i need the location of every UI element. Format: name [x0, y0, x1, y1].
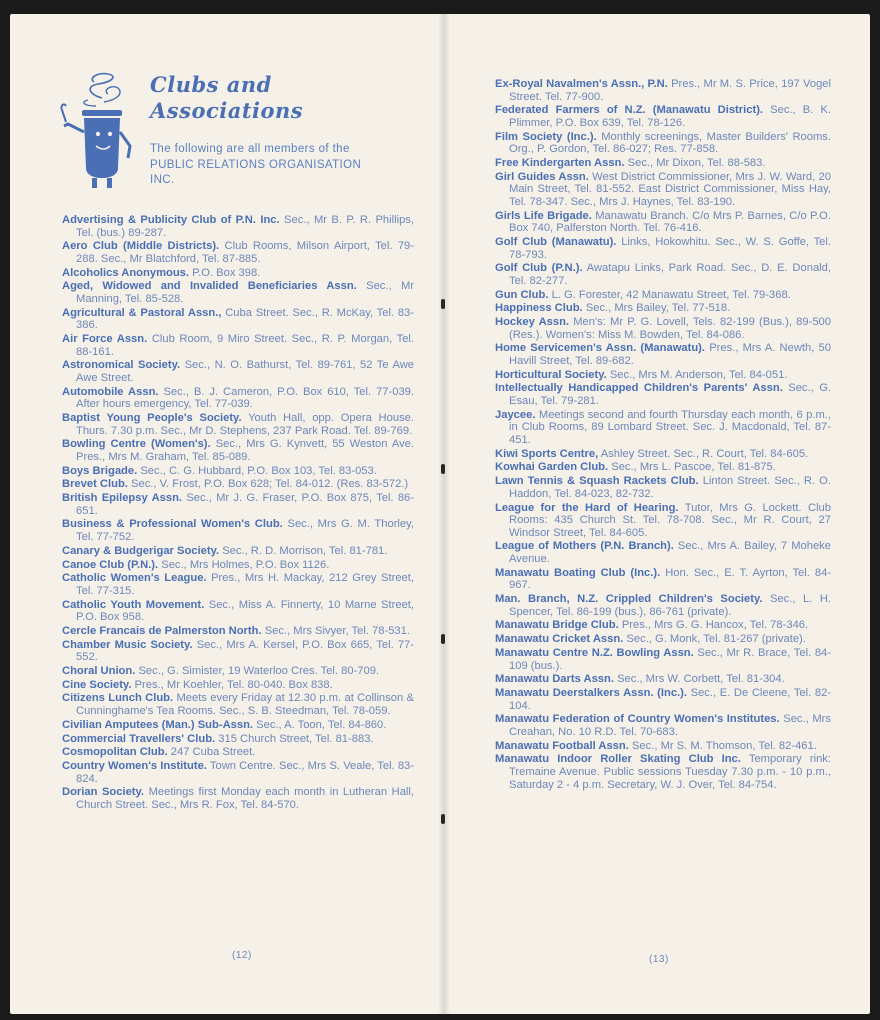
club-details: Sec., Mrs M. Anderson, Tel. 84-051.: [609, 368, 788, 381]
list-item: [62, 478, 414, 491]
list-item: [495, 619, 831, 632]
left-page: [10, 14, 439, 1014]
list-item: [495, 342, 831, 367]
right-page: [449, 14, 870, 1014]
club-details: Sec., Mr Manning, Tel. 85-528.: [76, 280, 414, 305]
club-name: Manawatu Cricket Assn.: [495, 633, 624, 646]
list-item: [495, 236, 831, 261]
staple-hole: [441, 814, 445, 824]
club-name: Business & Professional Women's Club.: [62, 518, 283, 531]
list-item: [495, 131, 831, 156]
club-details: Cuba Street. Sec., R. McKay, Tel. 83-386.: [76, 306, 414, 332]
list-item: [62, 267, 414, 280]
club-details: Hon. Sec., E. T. Ayrton, Tel. 84-967.: [509, 566, 832, 592]
club-details: Meetings first Monday each month in Lutheran Hall, Church Street. Sec., Mrs R. Fox, Tel. 84-570.: [76, 786, 414, 811]
list-item: [62, 386, 414, 411]
title-line: Clubs and: [150, 72, 272, 97]
list-item: [495, 502, 831, 540]
club-details: 247 Cuba Street.: [170, 746, 256, 759]
list-item: [62, 545, 414, 558]
list-item: [495, 540, 831, 565]
club-details: Sec., Mrs Sivyer, Tel. 78-531.: [264, 624, 410, 637]
list-item: [495, 171, 831, 209]
club-name: Cine Society.: [62, 678, 132, 691]
club-name: Kiwi Sports Centre,: [495, 447, 599, 460]
list-item: [62, 786, 414, 811]
list-item: [495, 713, 831, 738]
club-details: Club Room, 9 Miro Street. Sec., R. P. Morgan, Tel. 88-161.: [76, 333, 415, 358]
club-name: Choral Union.: [62, 665, 136, 677]
club-name: Advertising & Publicity Club of P.N. Inc.: [62, 214, 280, 226]
club-name: Canary & Budgerigar Society.: [62, 544, 220, 557]
club-name: Boys Brigade.: [62, 464, 138, 477]
club-details: Pres., Mrs A. Newth, 50 Havill Street, Tel. 89-682.: [509, 342, 831, 368]
club-details: Awatapu Links, Park Road. Sec., D. E. Donald, Tel. 82-277.: [509, 262, 831, 287]
club-details: Pres., Mrs H. Mackay, 212 Grey Street, Tel. 77-315.: [76, 572, 414, 597]
club-details: Sec., Mr J. G. Fraser, P.O. Box 875, Tel. 86-651.: [76, 492, 415, 517]
club-name: Man. Branch, N.Z. Crippled Children's Society.: [495, 593, 763, 606]
club-details: Sec., A. Toon, Tel. 84-860.: [256, 718, 387, 731]
club-details: Sec., Mrs L. Pascoe, Tel. 81-875.: [611, 461, 776, 474]
list-item: [62, 280, 414, 305]
club-name: Citizens Lunch Club.: [62, 692, 174, 705]
club-name: Dorian Society.: [62, 786, 145, 799]
club-name: Golf Club (Manawatu).: [495, 235, 617, 248]
club-details: Sec., C. G. Hubbard, P.O. Box 103, Tel. 83-053.: [140, 464, 377, 477]
club-name: Kowhai Garden Club.: [495, 461, 609, 474]
club-name: Manawatu Football Assn.: [495, 739, 629, 752]
staple-hole: [441, 464, 445, 474]
section-header: [58, 72, 418, 202]
club-details: Meetings second and fourth Thursday each month, 6 p.m., in Club Rooms, 89 Lombard Street. Sec. J. Macdonald, Tel. 87-451.: [509, 408, 832, 446]
club-name: Girls Life Brigade.: [495, 209, 592, 222]
list-item: [495, 475, 831, 500]
list-item: [62, 214, 414, 239]
intro-line: PUBLIC RELATIONS ORGANISATION: [150, 158, 362, 171]
club-details: P.O. Box 398.: [192, 266, 261, 279]
club-details: Tutor, Mrs G. Lockett. Club Rooms: 435 Church St. Tel. 78-708. Sec., Mr R. Court, 27 Windsor Street, Tel. 84-605.: [509, 501, 832, 539]
club-details: Sec., Mrs A. Bailey, 7 Moheke Avenue.: [509, 540, 831, 566]
list-item: [495, 382, 831, 407]
club-details: Sec., G. Simister, 19 Waterloo Cres. Tel. 80-709.: [138, 665, 380, 677]
club-details: Sec., Miss A. Finnerty, 10 Marne Street, P.O. Box 958.: [76, 598, 415, 624]
section-title: [150, 72, 303, 124]
club-details: Sec., R. D. Morrison, Tel. 81-781.: [222, 544, 388, 557]
club-name: Lawn Tennis & Squash Rackets Club.: [495, 475, 699, 488]
intro-line: The following are all members of the: [150, 143, 350, 155]
list-item: [62, 599, 414, 624]
club-details: Club Rooms, Milson Airport, Tel. 79-288. Sec., Mr Blatchford, Tel. 87-885.: [76, 240, 415, 265]
club-name: Canoe Club (P.N.).: [62, 558, 159, 571]
club-name: Agricultural & Pastoral Assn.,: [62, 306, 222, 319]
list-item: [62, 307, 414, 332]
club-name: Aged, Widowed and Invalided Beneficiaries Assn.: [62, 280, 357, 293]
list-item: [495, 157, 831, 170]
club-name: Horticultural Society.: [495, 368, 607, 381]
club-details: Sec., Mrs G. M. Thorley, Tel. 77-752.: [76, 518, 415, 544]
club-name: Manawatu Indoor Roller Skating Club Inc.: [495, 753, 741, 766]
club-name: Happiness Club.: [495, 302, 583, 315]
club-name: Manawatu Darts Assn.: [495, 673, 614, 686]
club-name: Gun Club.: [495, 288, 549, 301]
club-details: Sec., G. Monk, Tel. 81-267 (private).: [626, 633, 806, 646]
club-name: Astronomical Society.: [62, 359, 181, 372]
club-details: Sec., Mrs A. Kersel, P.O. Box 665, Tel. 77-552.: [76, 638, 415, 664]
club-name: Catholic Women's League.: [62, 572, 207, 585]
club-name: Bowling Centre (Women's).: [62, 438, 211, 451]
club-name: British Epilepsy Assn.: [62, 492, 183, 505]
list-item: [62, 492, 414, 517]
list-item: [495, 593, 831, 618]
list-item: [495, 687, 831, 712]
club-details: 315 Church Street, Tel. 81-883.: [218, 732, 374, 745]
club-name: Manawatu Deerstalkers Assn. (Inc.).: [495, 686, 687, 699]
club-details: Sec., Mr S. M. Thomson, Tel. 82-461.: [631, 739, 817, 752]
list-item: [495, 567, 831, 592]
list-item: [495, 448, 831, 461]
club-details: Manawatu Branch. C/o Mrs P. Barnes, C/o P.O. Box 740, Palferston North. Tel. 76-416.: [509, 209, 831, 235]
club-name: Commercial Travellers' Club.: [62, 732, 216, 745]
list-item: [62, 518, 414, 543]
list-item: [495, 78, 831, 103]
list-item: [62, 733, 414, 746]
title-line: Associations: [150, 98, 304, 123]
club-name: Free Kindergarten Assn.: [495, 156, 625, 169]
pipe-smoking-figure-icon: [58, 72, 138, 190]
booklet-spread: [10, 14, 870, 1014]
club-details: Sec., Mr B. P. R. Phillips, Tel. (bus.) 89-287.: [76, 214, 415, 239]
club-details: Meets every Friday at 12.30 p.m. at Collinson & Cunninghame's Tea Rooms. Sec., S. B. Steedman, Tel. 78-059.: [76, 692, 414, 718]
club-details: Pres., Mr M. S. Price, 197 Vogel Street. Tel. 77-900.: [509, 78, 832, 103]
club-name: Manawatu Boating Club (Inc.).: [495, 566, 661, 579]
club-name: Civilian Amputees (Man.) Sub-Assn.: [62, 718, 254, 731]
list-item: [62, 240, 414, 265]
club-name: Cosmopolitan Club.: [62, 746, 168, 759]
staple-hole: [441, 299, 445, 309]
club-name: Cercle Francais de Palmerston North.: [62, 624, 262, 637]
club-name: Chamber Music Society.: [62, 638, 193, 651]
intro-note: [150, 142, 410, 189]
club-details: L. G. Forester, 42 Manawatu Street, Tel. 79-368.: [551, 288, 791, 301]
club-name: League of Mothers (P.N. Branch).: [495, 540, 674, 553]
list-item: [62, 465, 414, 478]
directory-list: [62, 214, 414, 813]
club-details: Links, Hokowhitu. Sec., W. S. Goffe, Tel. 78-793.: [509, 235, 831, 261]
club-details: Town Centre. Sec., Mrs S. Veale, Tel. 83-824.: [76, 760, 414, 785]
list-item: [62, 746, 414, 759]
club-name: Aero Club (Middle Districts).: [62, 240, 220, 253]
club-details: Temporary rink: Tremaine Avenue. Public sessions Tuesday 7.30 p.m. - 10 p.m., Saturday 2 - 4 p.m. Secretary, W. J. Over, Tel. 84-754.: [509, 753, 831, 791]
club-details: Sec., Mrs Creahan, No. 10 R.D. Tel. 70-683.: [509, 713, 831, 738]
intro-line: INC.: [150, 174, 175, 186]
club-details: Linton Street. Sec., R. O. Haddon, Tel. 84-023, 82-732.: [509, 475, 831, 500]
list-item: [495, 104, 831, 129]
list-item: [62, 333, 414, 358]
club-name: Federated Farmers of N.Z. (Manawatu District).: [495, 104, 764, 117]
club-details: Pres., Mr Koehler, Tel. 80-040. Box 838.: [134, 678, 333, 691]
club-name: League for the Hard of Hearing.: [495, 501, 679, 514]
club-name: Hockey Assn.: [495, 316, 570, 329]
club-name: Manawatu Federation of Country Women's Institutes.: [495, 713, 780, 726]
club-name: Manawatu Bridge Club.: [495, 619, 619, 632]
list-item: [62, 625, 414, 638]
page-number: (13): [649, 954, 669, 965]
club-details: Youth Hall, opp. Opera House. Thurs. 7.30 p.m. Sec., Mr D. Stephens, 237 Park Road. Tel. 89-769.: [76, 412, 414, 437]
club-details: Sec., E. De Cleene, Tel. 82-104.: [509, 686, 832, 712]
club-details: Sec., Mrs Bailey, Tel. 77-518.: [585, 302, 731, 315]
club-details: Sec., L. H. Spencer, Tel. 86-199 (bus.), 86-761 (private).: [509, 593, 832, 618]
list-item: [62, 639, 414, 664]
club-name: Alcoholics Anonymous.: [62, 266, 190, 279]
club-details: Sec., Mrs W. Corbett, Tel. 81-304.: [617, 673, 785, 686]
club-details: Monthly screenings, Master Builders' Rooms. Org., P. Gordon, Tel. 86-027; Res. 77-858.: [509, 130, 832, 156]
club-details: Sec., B. K. Plimmer, P.O. Box 639, Tel. 78-126.: [509, 104, 831, 129]
club-details: Pres., Mrs G. G. Hancox, Tel. 78-346.: [621, 619, 809, 632]
club-details: Sec., B. J. Cameron, P.O. Box 610, Tel. 77-039. After hours emergency, Tel. 77-039.: [76, 385, 415, 411]
club-name: Golf Club (P.N.).: [495, 262, 583, 275]
club-details: Men's: Mr P. G. Lovell, Tels. 82-199 (Bus.), 89-500 (Res.). Women's: Miss M. Bowden, Tel. 84-086.: [509, 316, 831, 341]
list-item: [495, 316, 831, 341]
list-item: [62, 438, 414, 463]
list-item: [62, 719, 414, 732]
club-details: Sec., N. O. Bathurst, Tel. 89-761, 52 Te Awe Awe Street.: [76, 359, 415, 384]
list-item: [495, 647, 831, 672]
list-item: [495, 210, 831, 235]
club-name: Country Women's Institute.: [62, 760, 207, 772]
list-item: [62, 679, 414, 692]
list-item: [62, 665, 414, 678]
staple-hole: [441, 634, 445, 644]
club-details: Sec., Mrs Holmes, P.O. Box 1126.: [161, 558, 330, 571]
club-details: Sec., G. Esau, Tel. 79-281.: [509, 382, 831, 408]
list-item: [62, 559, 414, 572]
page-gutter: [439, 14, 449, 1014]
page-number: (12): [232, 950, 252, 961]
club-name: Ex-Royal Navalmen's Assn., P.N.: [495, 78, 668, 90]
club-name: Film Society (Inc.).: [495, 130, 597, 143]
list-item: [495, 753, 831, 791]
club-details: Sec., V. Frost, P.O. Box 628; Tel. 84-012. (Res. 83-572.): [131, 478, 409, 491]
club-name: Manawatu Centre N.Z. Bowling Assn.: [495, 646, 694, 659]
club-name: Brevet Club.: [62, 478, 128, 491]
list-item: [495, 262, 831, 287]
list-item: [495, 633, 831, 646]
list-item: [495, 369, 831, 382]
list-item: [62, 692, 414, 717]
list-item: [62, 572, 414, 597]
list-item: [62, 760, 414, 785]
directory-list: [495, 78, 831, 792]
club-name: Intellectually Handicapped Children's Parents' Assn.: [495, 382, 783, 395]
club-name: Baptist Young People's Society.: [62, 412, 242, 425]
club-details: West District Commissioner, Mrs J. W. Ward, 20 Main Street, Tel. 81-552. East District Commissioner, Miss Hay, Tel. 78-347. Sec., Mrs J. Haynes, Tel. 83-190.: [509, 170, 831, 208]
club-name: Home Servicemen's Assn. (Manawatu).: [495, 342, 706, 355]
list-item: [62, 359, 414, 384]
club-name: Automobile Assn.: [62, 385, 159, 398]
list-item: [495, 461, 831, 474]
list-item: [495, 409, 831, 447]
club-details: Sec., Mr R. Brace, Tel. 84-109 (bus.).: [509, 646, 831, 672]
club-details: Sec., Mr Dixon, Tel. 88-583.: [627, 156, 766, 169]
club-name: Jaycee.: [495, 408, 536, 421]
list-item: [495, 673, 831, 686]
list-item: [62, 412, 414, 437]
club-name: Girl Guides Assn.: [495, 170, 589, 183]
list-item: [495, 302, 831, 315]
club-details: Sec., Mrs G. Kynvett, 55 Weston Ave. Pres., Mrs M. Graham, Tel. 85-089.: [76, 438, 415, 463]
list-item: [495, 740, 831, 753]
club-name: Catholic Youth Movement.: [62, 598, 205, 611]
list-item: [495, 289, 831, 302]
club-name: Air Force Assn.: [62, 333, 148, 346]
club-details: Ashley Street. Sec., R. Court, Tel. 84-605.: [600, 447, 809, 460]
